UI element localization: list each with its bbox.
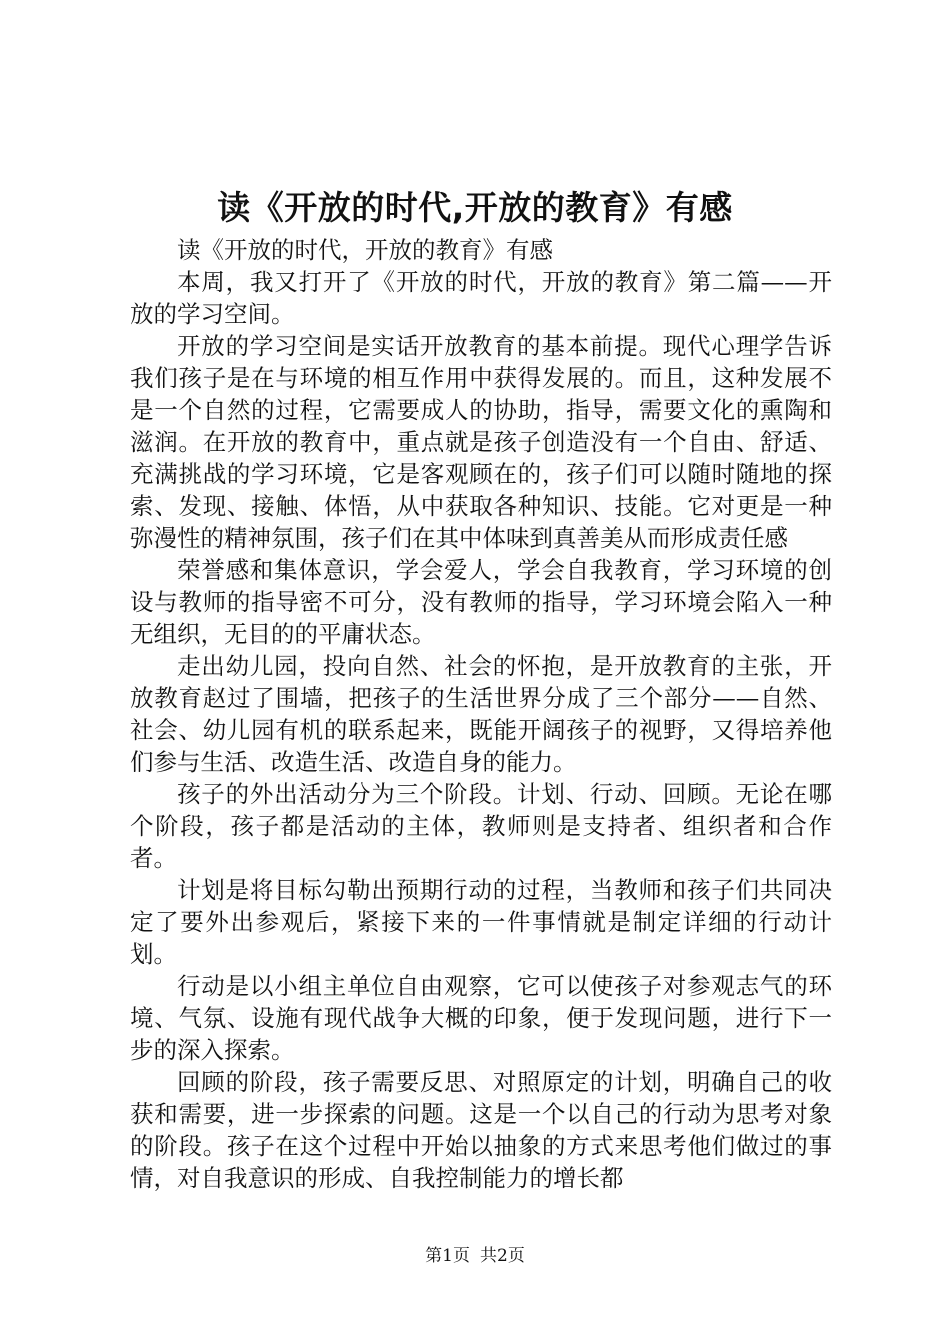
paragraph: 开放的学习空间是实话开放教育的基本前提。现代心理学告诉我们孩子是在与环境的相互作用中获得发展的。而且，这种发展不是一个自然的过程，它需要成人的协助，指导，需要文化的熏陶和滋润。在开放的教育中，重点就是孩子创造没有一个自由、舒适、充满挑战的学习环境，它是客观顾在的，孩子们可以随时随地的探索、发现、接触、体悟，从中获取各种知识、技能。它对更是一种弥漫性的精神氛围，孩子们在其中体味到真善美从而形成责任感 [130, 332, 832, 552]
paragraph: 走出幼儿园，投向自然、社会的怀抱，是开放教育的主张，开放教育赵过了围墙，把孩子的生活世界分成了三个部分——自然、社会、幼儿园有机的联系起来，既能开阔孩子的视野，又得培养他们参与生活、改造生活、改造自身的能力。 [130, 652, 832, 776]
document-body [130, 234, 832, 1194]
document-title: 读《开放的时代,开放的教育》有感 [217, 188, 733, 227]
paragraph: 回顾的阶段，孩子需要反思、对照原定的计划，明确自己的收获和需要，进一步探索的问题。这是一个以自己的行动为思考对象的阶段。孩子在这个过程中开始以抽象的方式来思考他们做过的事情，对自我意识的形成、自我控制能力的增长都 [130, 1068, 832, 1192]
page-total: 共2页 [480, 1246, 525, 1266]
paragraph: 本周，我又打开了《开放的时代，开放的教育》第二篇——开放的学习空间。 [130, 268, 832, 328]
paragraph: 行动是以小组主单位自由观察，它可以使孩子对参观志气的环境、气氛、设施有现代战争大概的印象，便于发现问题，进行下一步的深入探索。 [130, 972, 832, 1064]
paragraph: 荣誉感和集体意识，学会爱人，学会自我教育，学习环境的创设与教师的指导密不可分，没有教师的指导，学习环境会陷入一种无组织，无目的的平庸状态。 [130, 556, 832, 648]
page-number: 第1页 [425, 1246, 470, 1266]
paragraph: 读《开放的时代，开放的教育》有感 [177, 236, 553, 264]
page-footer [0, 1245, 950, 1267]
paragraph: 孩子的外出活动分为三个阶段。计划、行动、回顾。无论在哪个阶段，孩子都是活动的主体，教师则是支持者、组织者和合作者。 [130, 780, 832, 872]
paragraph: 计划是将目标勾勒出预期行动的过程，当教师和孩子们共同决定了要外出参观后，紧接下来的一件事情就是制定详细的行动计划。 [130, 876, 832, 968]
